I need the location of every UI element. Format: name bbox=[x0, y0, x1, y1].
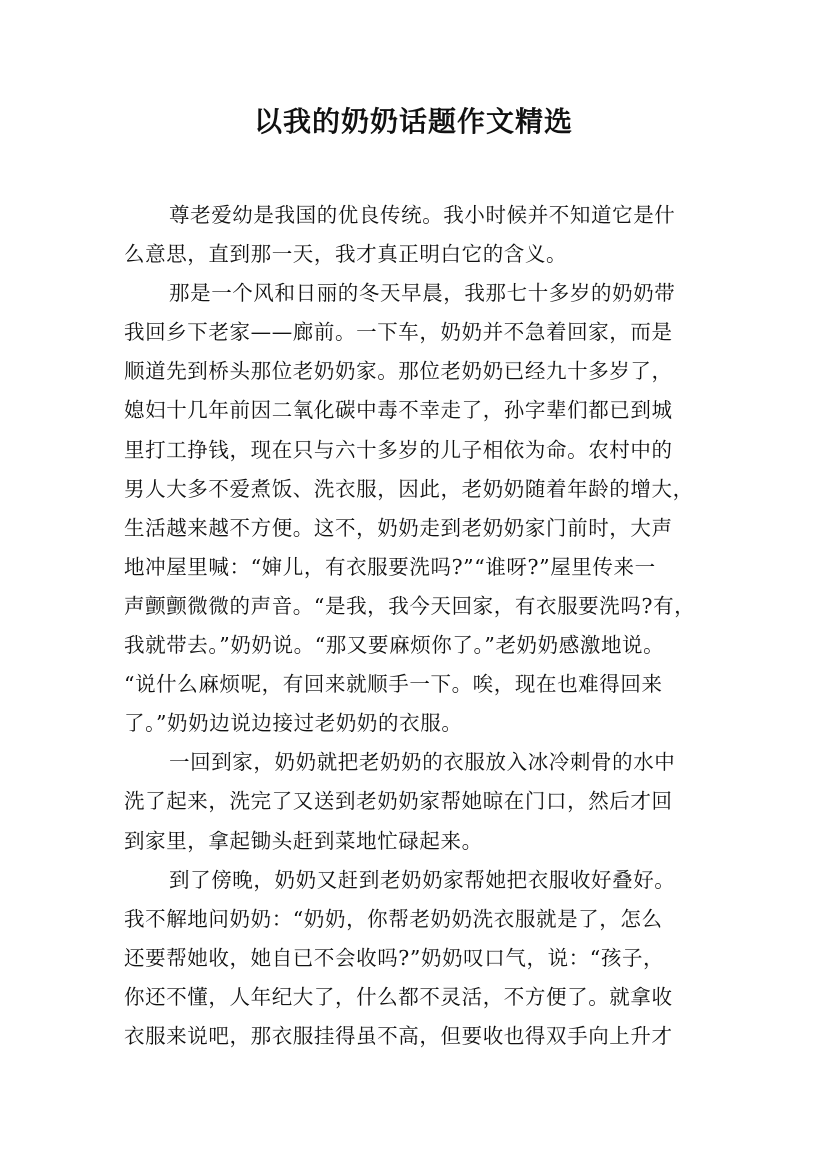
text-line: 尊老爱幼是我国的优良传统。我小时候并不知道它是什 bbox=[169, 203, 676, 227]
text-line: 那是一个风和日丽的冬天早晨，我那七十多岁的奶奶带 bbox=[169, 281, 676, 306]
text-line: 我不解地问奶奶：“奶奶，你帮老奶奶洗衣服就是了，怎么 bbox=[124, 906, 663, 931]
text-line: 还要帮她收，她自已不会收吗?”奶奶叹口气，说：“孩子， bbox=[124, 945, 665, 970]
text-line: 顺道先到桥头那位老奶奶家。那位老奶奶已经九十多岁了， bbox=[124, 359, 673, 384]
text-line: 么意思，直到那一天，我才真正明白它的含义。 bbox=[124, 242, 568, 267]
text-line: 我回乡下老家——廊前。一下车，奶奶并不急着回家，而是 bbox=[124, 320, 673, 345]
text-line: 到了傍晚，奶奶又赶到老奶奶家帮她把衣服收好叠好。 bbox=[169, 867, 676, 892]
text-line: 了。”奶奶边说边接过老奶奶的衣服。 bbox=[124, 711, 463, 736]
text-line: 衣服来说吧，那衣服挂得虽不高，但要收也得双手向上升才 bbox=[124, 1023, 673, 1048]
essay-body bbox=[124, 196, 724, 1056]
text-line: 地冲屋里喊：“婶儿，有衣服要洗吗?”“谁呀?”屋里传来一 bbox=[124, 554, 656, 579]
text-line: 生活越来越不方便。这不，奶奶走到老奶奶家门前时，大声 bbox=[124, 515, 673, 540]
text-line: 媳妇十几年前因二氧化碳中毒不幸走了，孙字辈们都已到城 bbox=[124, 398, 673, 423]
text-line: “说什么麻烦呢，有回来就顺手一下。唉，现在也难得回来 bbox=[124, 672, 663, 697]
text-line: 一回到家，奶奶就把老奶奶的衣服放入冰冷刺骨的水中 bbox=[169, 750, 676, 775]
page-title: 以我的奶奶话题作文精选 bbox=[253, 105, 573, 138]
text-line: 你还不懂，人年纪大了，什么都不灵活，不方便了。就拿收 bbox=[124, 984, 673, 1009]
text-line: 到家里，拿起锄头赶到菜地忙碌起来。 bbox=[124, 828, 483, 853]
text-line: 声颤颤微微的声音。“是我，我今天回家，有衣服要洗吗?有， bbox=[124, 593, 696, 618]
text-line: 里打工挣钱，现在只与六十多岁的儿子相依为命。农村中的 bbox=[124, 437, 673, 462]
text-line: 男人大多不爱煮饭、洗衣服，因此，老奶奶随着年龄的增大， bbox=[124, 476, 694, 501]
text-line: 我就带去。”奶奶说。“那又要麻烦你了。”老奶奶感激地说。 bbox=[124, 633, 665, 658]
text-line: 洗了起来，洗完了又送到老奶奶家帮她晾在门口，然后才回 bbox=[124, 789, 673, 814]
